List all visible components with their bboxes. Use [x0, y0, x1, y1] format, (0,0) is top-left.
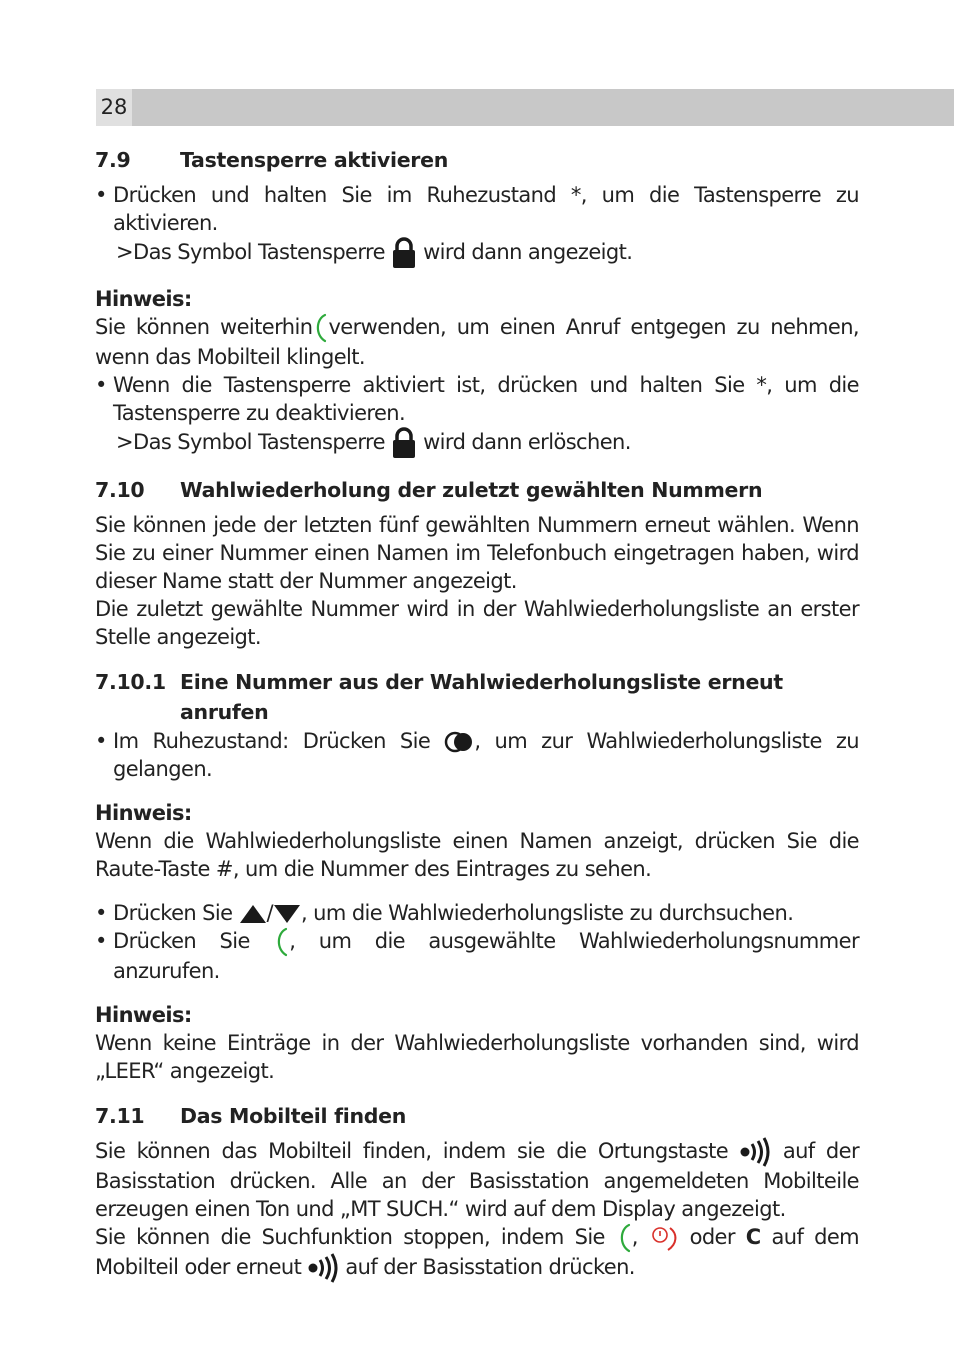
section-7-9-heading [95, 145, 859, 175]
note-label: Hinweis: [95, 287, 192, 311]
call-icon [273, 927, 289, 957]
section-number: 7.10.1 [95, 670, 166, 694]
list-item: • Wenn die Tastensperre aktiviert ist, drücken und halten Sie *, um die Tastensperre zu deaktivieren. [95, 373, 859, 425]
call-icon [312, 313, 328, 343]
bullet-dot: • [95, 373, 107, 397]
section-7-10-heading [95, 475, 859, 505]
arrow-up-icon [239, 904, 267, 924]
section-number: 7.10 [95, 478, 145, 502]
section-number: 7.9 [95, 148, 131, 172]
bullet-dot: • [95, 729, 107, 753]
list-item: • Im Ruhezustand: Drücken Sie , um zur Wahlwiederholungsliste zu gelangen. [95, 729, 859, 781]
page-number: 28 [96, 89, 132, 126]
note-label: Hinweis: [95, 801, 192, 825]
call-icon [616, 1223, 632, 1253]
clear-key-label: C [745, 1225, 761, 1249]
section-title: Eine Nummer aus der Wahlwiederholungsliste erneut anrufen [180, 670, 783, 724]
lock-icon [391, 427, 417, 459]
list-item: • Drücken Sie , um die ausgewählte Wahlwiederholungsnummer anzurufen. [95, 929, 859, 983]
note-text: Sie können weiterhin verwenden, um einen Anruf entgegen zu nehmen, wenn das Mobilteil klingelt. [95, 315, 859, 369]
result-line: >Das Symbol Tastensperre wird dann erlöschen. [95, 427, 859, 459]
paragraph: Die zuletzt gewählte Nummer wird in der Wahlwiederholungsliste an erster Stelle angezeigt. [95, 597, 859, 649]
paragraph: Sie können jede der letzten fünf gewählten Nummern erneut wählen. Wenn Sie zu einer Nummer einen Namen im Telefonbuch eingetragen haben, wird dieser Name statt der Nummer angezeigt. [95, 513, 859, 593]
section-7-11-heading [95, 1101, 859, 1131]
paragraph: Sie können das Mobilteil finden, indem sie die Ortungstaste auf der Basisstation drücken. Alle an der Basisstation angemeldeten Mobilteile erzeugen einen Ton und „MT SUCH.“ wird auf dem Display angezeigt. [95, 1139, 860, 1221]
section-7-10-1-heading [95, 667, 859, 727]
list-item: • Drücken Sie / , um die Wahlwiederholungsliste zu durchsuchen. [95, 901, 794, 925]
page-content [95, 145, 859, 1283]
bullet-dot: • [95, 901, 107, 925]
section-number: 7.11 [95, 1104, 145, 1128]
redial-icon [444, 731, 474, 753]
end-call-icon [649, 1224, 679, 1252]
list-item: • Drücken und halten Sie im Ruhezustand *, um die Tastensperre zu aktivieren. [95, 183, 859, 235]
note-text: Wenn keine Einträge in der Wahlwiederholungsliste vorhanden sind, wird „LEER“ angezeigt. [95, 1031, 859, 1083]
paging-icon [739, 1137, 771, 1167]
paragraph: Sie können die Suchfunktion stoppen, indem Sie , oder C auf dem Mobilteil oder erneut auf der Basisstation drücken. [95, 1223, 859, 1283]
section-title: Wahlwiederholung der zuletzt gewählten Nummern [180, 478, 763, 502]
section-title: Das Mobilteil finden [180, 1104, 407, 1128]
bullet-dot: • [95, 929, 107, 953]
arrow-down-icon [273, 904, 301, 924]
note-label: Hinweis: [95, 1003, 192, 1027]
paging-icon [307, 1253, 339, 1283]
note-text: Wenn die Wahlwiederholungsliste einen Namen anzeigt, drücken Sie die Raute-Taste #, um die Nummer des Eintrages zu sehen. [95, 829, 859, 881]
lock-icon [391, 237, 417, 269]
result-line: >Das Symbol Tastensperre wird dann angezeigt. [95, 237, 859, 269]
header-bar [96, 89, 954, 126]
bullet-dot: • [95, 183, 107, 207]
section-title: Tastensperre aktivieren [180, 148, 449, 172]
